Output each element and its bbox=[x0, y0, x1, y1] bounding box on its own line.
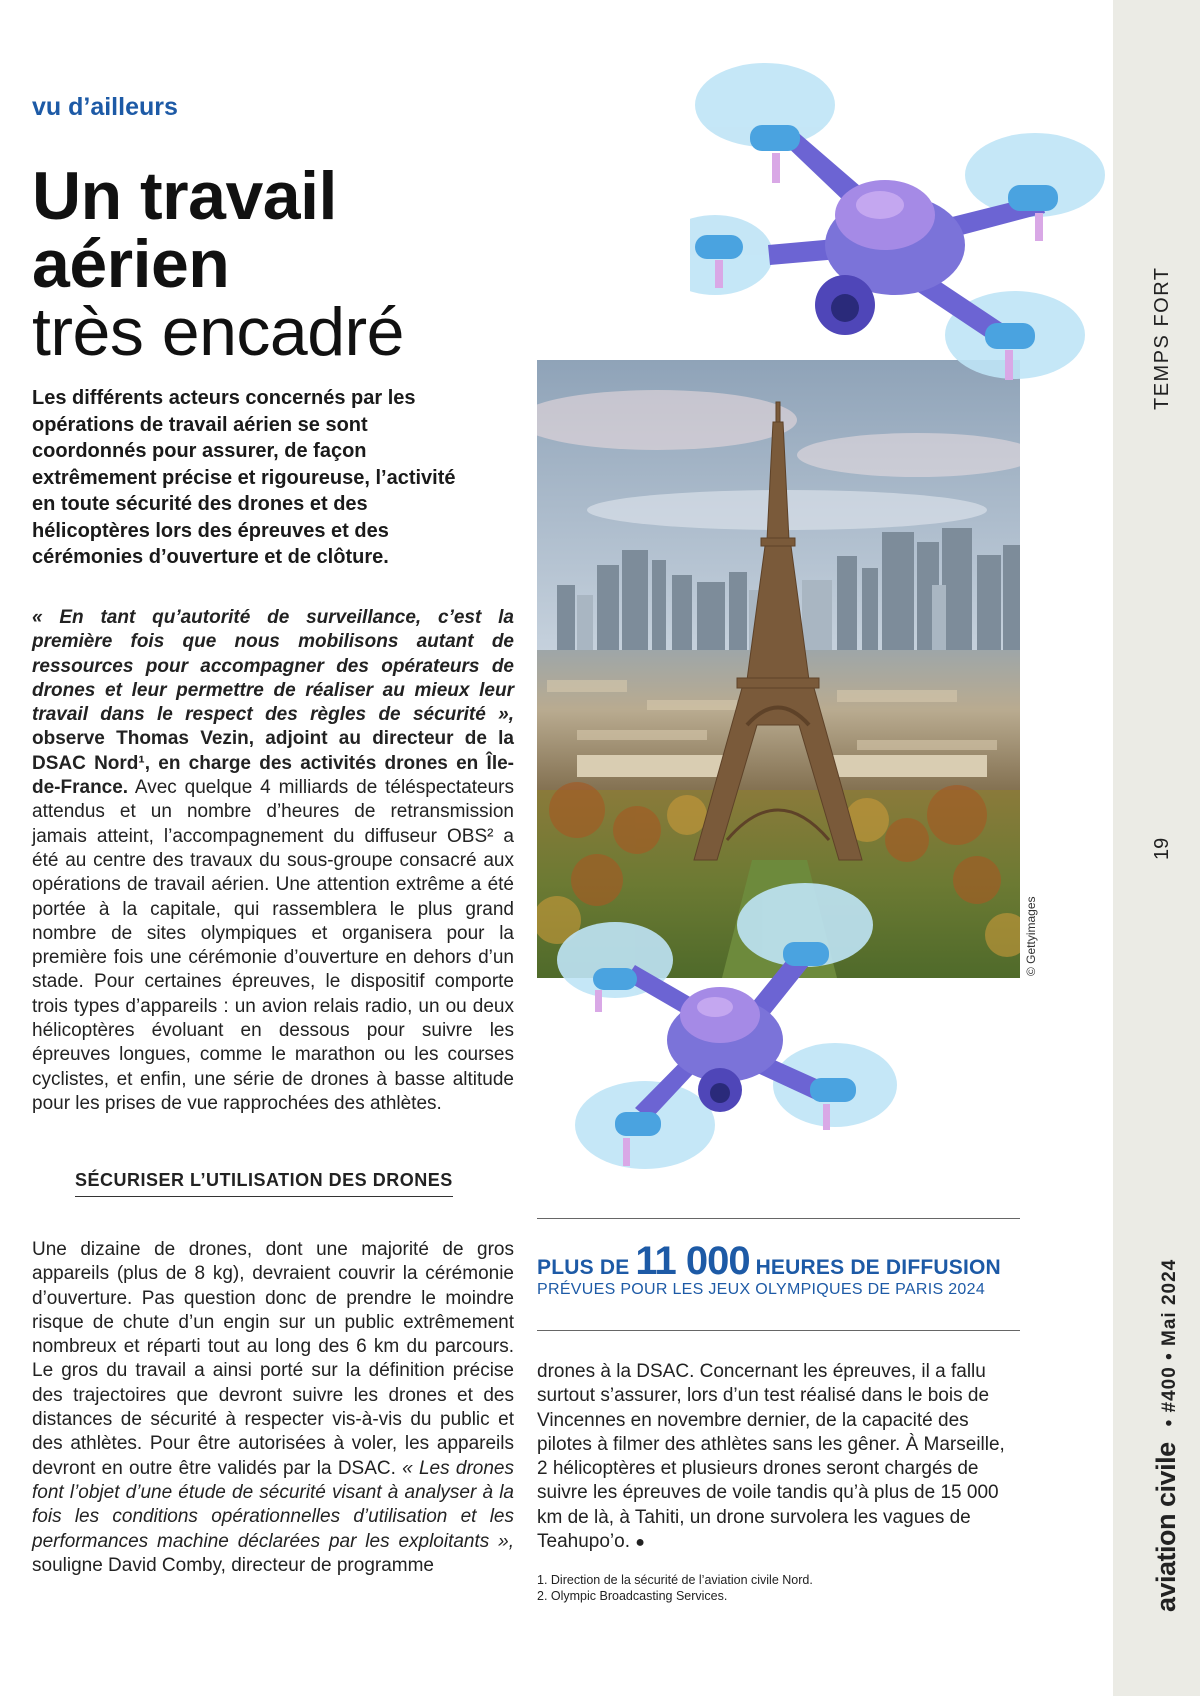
body-paragraph-3 bbox=[537, 1360, 1019, 1555]
footnote-2: 2. Olympic Broadcasting Services. bbox=[537, 1589, 728, 1603]
drone-illustration-top bbox=[690, 55, 1105, 395]
issue-number: • #400 • Mai 2024 bbox=[1159, 1258, 1180, 1427]
body-text-3: drones à la DSAC. Concernant les épreuves, il a fallu surtout s’assurer, lors d’un test réalisé dans le bois de Vincennes en novembre dernier, de la capacité des pilotes à filmer des athlètes sans les gêner. À Marseille, 2 hélicoptères et plusieurs drones seront chargés de suivre les épreuves de voile tandis qu’à plus de 15 000 km de là, à Tahiti, un drone survolera les vagues de Teahupo’o. bbox=[537, 1361, 1005, 1553]
body-text-2: Une dizaine de drones, dont une majorité de gros appareils (plus de 8 kg), devraient couvrir la cérémonie d’ouverture. Pas question donc de prendre le moindre risque de chute d’un engin sur un public extrêmement nombreux et réparti tout au long des 6 km du parcours. Le gros du travail a ainsi porté sur la définition précise des trajectoires que devront suivre les drones et des distances de sécurité à respecter vis-à-vis du public et des athlètes. Pour être autorisées à voler, les appareils devront en outre être validés par la DSAC. bbox=[32, 1239, 514, 1479]
body-text-1: Avec quelque 4 milliards de téléspectateurs attendus et un nombre d’heures de retransmission jamais atteint, l’accompagnement du diffuseur OBS² a été au centre des travaux du sous-groupe consacré aux opérations de travail aérien. Une attention extrême a été portée à la capitale, qui rassemblera le plus grand nombre de sites olympiques et organisera pour la première fois une cérémonie d’ouverture en dehors d’un stade. Pour certaines épreuves, le dispositif comporte trois types d’appareils : un avion relais radio, un ou deux hélicoptères évoluant en dessous pour suivre les épreuves longues, comme le marathon ou les courses cyclistes, et enfin, une série de drones à basse altitude pour les prises de vue rapprochées des athlètes. bbox=[32, 777, 514, 1114]
quote-comby: « Les drones font l’objet d’une étude de sécurité visant à analyser à la fois les conditions opérationnelles d’utilisation et les performances machine déclarées par les exploitants », bbox=[32, 1457, 514, 1552]
quote-attribution: observe Thomas Vezin, adjoint au directeur de la DSAC Nord¹, en charge des activités drones en Île-de-France. bbox=[32, 728, 514, 799]
stat-subtitle: PRÉVUES POUR LES JEUX OLYMPIQUES DE PARIS 2024 bbox=[537, 1281, 986, 1298]
lead-paragraph: Les différents acteurs concernés par les opérations de travail aérien se sont coordonnés pour assurer, de façon extrêmement précise et rigoureuse, l’activité en toute sécurité des drones et des hélicoptères lors des épreuves et des cérémonies d’ouverture et de clôture. bbox=[32, 387, 456, 568]
title-line-3: très encadré bbox=[32, 294, 404, 370]
rubric: vu d’ailleurs bbox=[32, 93, 178, 121]
page-number: 19 bbox=[1151, 837, 1173, 860]
section-subheading: SÉCURISER L’UTILISATION DES DRONES bbox=[75, 1170, 453, 1197]
footnote-1: 1. Direction de la sécurité de l’aviation civile Nord. bbox=[537, 1573, 813, 1587]
section-label: TEMPS FORT bbox=[1151, 266, 1173, 410]
end-mark-icon: ● bbox=[635, 1534, 645, 1552]
photo-credit: © Gettyimages bbox=[1024, 896, 1038, 976]
magazine-name: aviation civile bbox=[1151, 1442, 1181, 1612]
stat-number: 11 000 bbox=[635, 1239, 750, 1283]
stat-prefix: PLUS DE bbox=[537, 1256, 630, 1279]
title-line-1: Un travail bbox=[32, 158, 337, 234]
drone-illustration-bottom bbox=[555, 880, 900, 1180]
body-text-2-tail: souligne David Comby, directeur de programme bbox=[32, 1554, 434, 1576]
issue-line bbox=[1151, 1259, 1182, 1612]
stat-callout bbox=[537, 1218, 1020, 1331]
body-paragraph-1 bbox=[32, 606, 514, 1116]
footnotes bbox=[537, 1572, 813, 1604]
body-paragraph-2 bbox=[32, 1238, 514, 1578]
stat-suffix: HEURES DE DIFFUSION bbox=[755, 1256, 1001, 1279]
quote-vezin: « En tant qu’autorité de surveillance, c’est la première fois que nous mobilisons autant de ressources pour accompagner des opérateurs de drones et leur permettre de réaliser au mieux leur travail dans le respect des règles de sécurité », bbox=[32, 607, 514, 726]
page-title bbox=[32, 158, 404, 370]
stat-headline bbox=[537, 1239, 1001, 1284]
title-line-2: aérien bbox=[32, 226, 230, 302]
